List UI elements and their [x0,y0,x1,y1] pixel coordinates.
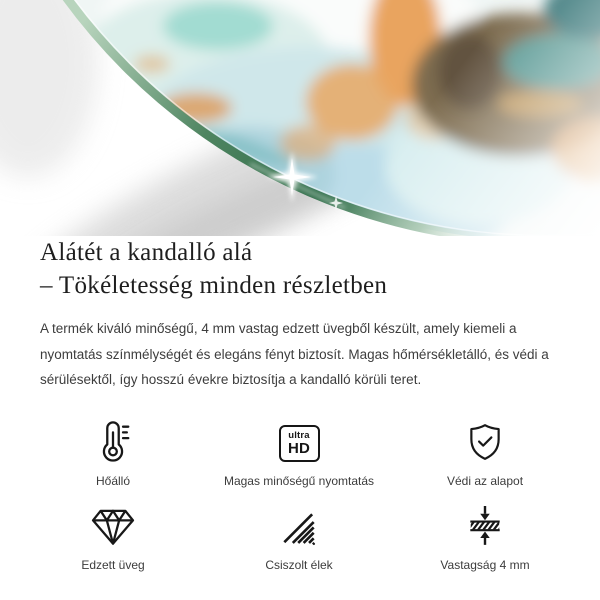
feature-tempered-glass [20,504,206,572]
feature-label: Magas minőségű nyomtatás [223,473,375,488]
feature-label: Csiszolt élek [265,557,333,572]
shield-check-icon [465,420,505,462]
thermometer-icon [92,420,134,462]
feature-thickness [392,504,578,572]
ultra-hd-icon [279,420,320,462]
product-description-section [0,236,600,572]
feature-heat-resistant [20,420,206,488]
glass-mat-photo [0,0,600,236]
product-image [0,0,600,236]
ultra-hd-badge-bottom: HD [287,439,311,457]
title-line-1: Alátét a kandalló alá [40,239,253,266]
feature-label: Hőálló [95,473,131,488]
feature-label: Vastagság 4 mm [440,557,530,572]
feature-polished-edges [206,504,392,572]
product-description-text: A termék kiváló minőségű, 4 mm vastag edzett üvegből készült, amely kiemeli a nyomtatás színmélységét és elegáns fényt biztosít. Magas hőmérsékletálló, és védi a sérülésektől, így hosszú évekre biztosítja a kandalló körüli teret. [40,321,549,387]
polished-edges-icon [282,504,316,546]
ultra-hd-badge-top: ultra [288,429,310,441]
thickness-icon [466,504,504,546]
feature-ultra-hd-print [206,420,392,488]
features-grid [20,420,578,572]
feature-label: Védi az alapot [446,473,524,488]
feature-protects-base [392,420,578,488]
diamond-icon [91,504,135,546]
title-line-2: – Tökéletesség minden részletben [40,272,388,299]
feature-label: Edzett üveg [81,557,145,572]
page-title [40,236,560,302]
